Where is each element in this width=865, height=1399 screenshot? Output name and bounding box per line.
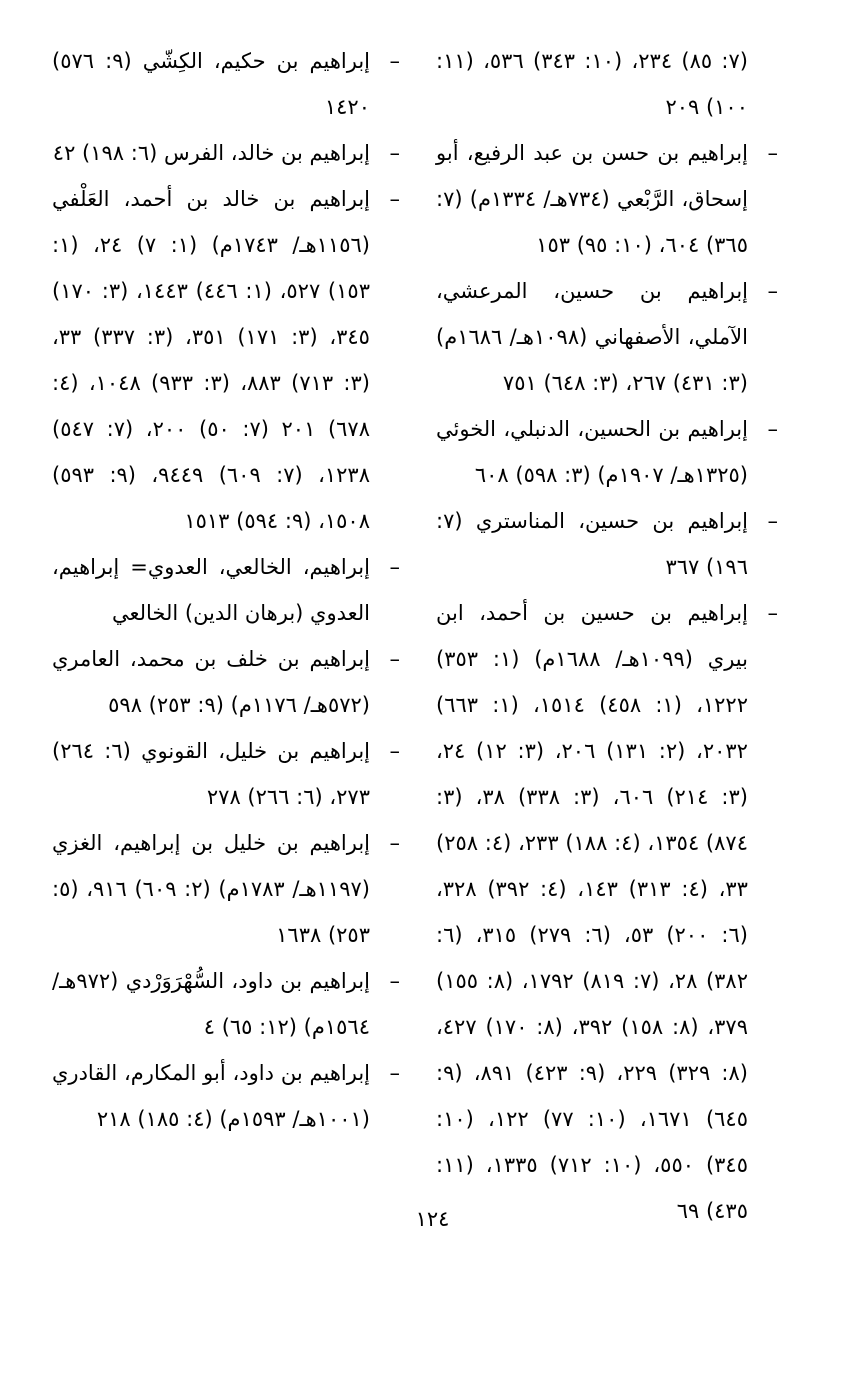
page-number: ١٢٤ [415,1207,450,1231]
entry-text: إبراهيم بن خليل بن إبراهيم، الغزي (١١٩٧هـ/ ١٧٨٣م) (٢: ٦٠٩) ٩١٦، (٥: ٢٥٣) ١٦٣٨ [52,831,370,947]
entry-dash: – [389,969,400,993]
index-entry [52,636,400,728]
entry-text: إبراهيم بن حسين بن أحمد، ابن بيري (١٠٩٩هـ/ ١٦٨٨م) (١: ٣٥٣) ١٢٢٢، (١: ٤٥٨) ١٥١٤، (١: ٦٦٣) ٢٠٣٢، (٢: ١٣١) ٢٠٦، (٣: ١٢) ٢٤، (٣: ٢١٤) ٦٠٦، (٣: ٣٣٨) ٣٨، (٣: ٨٧٤) ١٣٥٤، (٤: ١٨٨) ٢٣٣، (٤: ٢٥٨) ٣٣، (٤: ٣١٣) ١٤٣، (٤: ٣٩٢) ٣٢٨، (٦: ٢٠٠) ٥٣، (٦: ٢٧٩) ٣١٥، (٦: ٣٨٢) ٢٨، (٧: ٨١٩) ١٧٩٢، (٨: ١٥٥) ٣٧٩، (٨: ١٥٨) ٣٩٢، (٨: ١٧٠) ٤٢٧، (٨: ٣٢٩) ٢٢٩، (٩: ٤٢٣) ٨٩١، (٩: ٦٤٥) ١٦٧١، (١٠: ٧٧) ١٢٢، (١٠: ٣٤٥) ٥٥٠، (١٠: ٧١٢) ١٣٣٥، (١١: ٤٣٥) ٦٩ [436,601,748,1223]
entry-dash: – [389,187,400,211]
entry-dash: – [389,647,400,671]
index-entry [436,268,778,406]
index-entry [52,544,400,636]
entry-text: إبراهيم بن داود، السُّهْرَوَرْدي (٩٧٢هـ/ ١٥٦٤م) (١٢: ٦٥) ٤ [52,969,370,1039]
index-entry [52,130,400,176]
entry-text: إبراهيم بن خالد بن أحمد، العَلْفي (١١٥٦هـ/ ١٧٤٣م) (١: ٧) ٢٤، (١: ١٥٣) ٥٢٧، (١: ٤٤٦) ١٤٤٣، (٣: ١٧٠) ٣٤٥، (٣: ١٧١) ٣٥١، (٣: ٣٣٧) ٣٣، (٣: ٧١٣) ٨٨٣، (٣: ٩٣٣) ١٠٤٨، (٤: ٦٧٨) ٢٠١ (٧: ٥٠) ٢٠٠، (٧: ٥٤٧) ١٢٣٨، (٧: ٦٠٩) ٩٤٤٩، (٩: ٥٩٣) ١٥٠٨، (٩: ٥٩٤) ١٥١٣ [52,187,370,533]
index-entry [436,130,778,268]
index-column-right [436,38,778,1234]
entry-dash: – [389,49,400,73]
index-entry [52,38,400,130]
entry-dash: – [389,1061,400,1085]
index-entry [52,1050,400,1142]
index-entry [436,498,778,590]
entry-text: إبراهيم، الخالعي، العدوي= إبراهيم، العدوي (برهان الدين) الخالعي [52,555,370,625]
index-entry [436,406,778,498]
index-entry [436,590,778,1234]
index-column-left [52,38,400,1142]
entry-text: إبراهيم بن حسين، المناستري (٧: ١٩٦) ٣٦٧ [436,509,748,579]
index-entry [436,38,778,130]
entry-dash: – [767,509,778,533]
entry-text: إبراهيم بن خالد، الفرس (٦: ١٩٨) ٤٢ [52,141,370,165]
entry-text: إبراهيم بن حسين، المرعشي، الآملي، الأصفهاني (١٠٩٨هـ/ ١٦٨٦م) (٣: ٤٣١) ٢٦٧، (٣: ٦٤٨) ٧٥١ [436,279,748,395]
entry-text: إبراهيم بن داود، أبو المكارم، القادري (١٠٠١هـ/ ١٥٩٣م) (٤: ١٨٥) ٢١٨ [52,1061,370,1131]
entry-dash: – [389,555,400,579]
entry-text: إبراهيم بن حسن بن عبد الرفيع، أبو إسحاق، الرَّبْعي (٧٣٤هـ/ ١٣٣٤م) (٧: ٣٦٥) ٦٠٤، (١٠: ٩٥) ١٥٣ [436,141,748,257]
entry-dash: – [767,601,778,625]
entry-dash: – [767,279,778,303]
entry-text: إبراهيم بن حكيم، الكِشّي (٩: ٥٧٦) ١٤٢٠ [52,49,370,119]
entry-dash: – [389,141,400,165]
entry-text: إبراهيم بن خلف بن محمد، العامري (٥٧٢هـ/ ١١٧٦م) (٩: ٢٥٣) ٥٩٨ [52,647,370,717]
index-entry [52,176,400,544]
index-entry [52,820,400,958]
entry-dash: – [767,417,778,441]
index-entry [52,958,400,1050]
entry-dash: – [389,739,400,763]
entry-text: إبراهيم بن الحسين، الدنبلي، الخوئي (١٣٢٥هـ/ ١٩٠٧م) (٣: ٥٩٨) ٦٠٨ [436,417,748,487]
entry-text: إبراهيم بن خليل، القونوي (٦: ٢٦٤) ٢٧٣، (٦: ٢٦٦) ٢٧٨ [52,739,370,809]
index-entry [52,728,400,820]
entry-dash: – [767,141,778,165]
entry-dash: – [389,831,400,855]
entry-text: (٧: ٨٥) ٢٣٤، (١٠: ٣٤٣) ٥٣٦، (١١: ١٠٠) ٢٠٩ [436,49,748,119]
